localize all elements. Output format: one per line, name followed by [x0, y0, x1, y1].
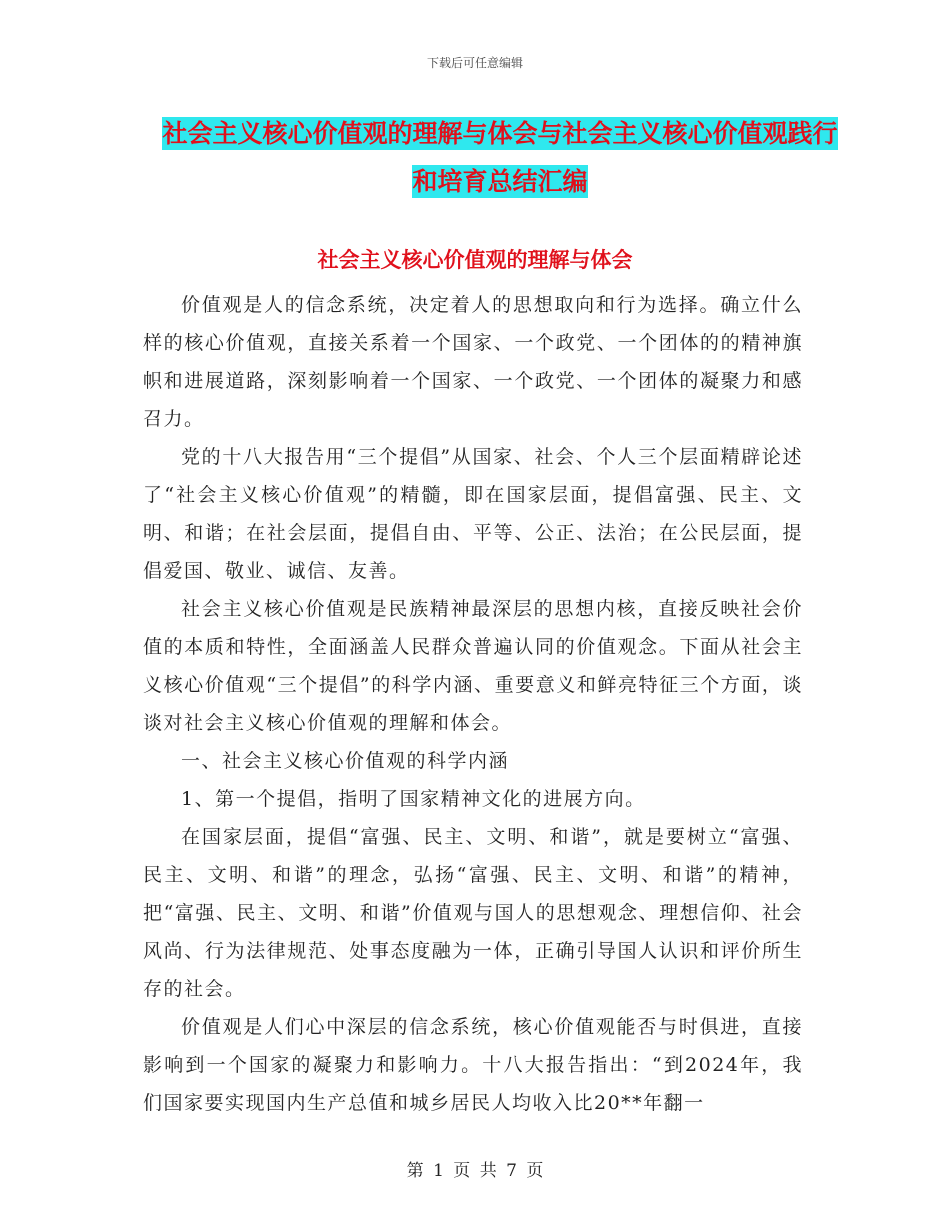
- document-title-text: 社会主义核心价值观的理解与体会与社会主义核心价值观践行和培育总结汇编: [162, 119, 838, 196]
- header-note: 下载后可任意编辑: [426, 56, 523, 70]
- subsection-heading: 1、第一个提倡，指明了国家精神文化的进展方向。: [181, 788, 646, 810]
- paragraph: 价值观是人的信念系统，决定着人的思想取向和行为选择。确立什么样的核心价值观，直接关系着一个国家、一个政党、一个团体的的精神旗帜和进展道路，深刻影响着一个国家、一个政党、一个团体的凝聚力和感召力。: [143, 294, 803, 430]
- paragraph: 价值观是人们心中深层的信念系统，核心价值观能否与时俱进，直接影响到一个国家的凝聚力和影响力。十八大报告指出：“到2024年，我们国家要实现国内生产总值和城乡居民人均收入比20**年翻一: [143, 1016, 803, 1114]
- page-footer: 第 1 页 共 7 页: [406, 1161, 544, 1181]
- document-body: [143, 286, 803, 1122]
- paragraph: 社会主义核心价值观是民族精神最深层的思想内核，直接反映社会价值的本质和特性，全面涵盖人民群众普遍认同的价值观念。下面从社会主义核心价值观“三个提倡”的科学内涵、重要意义和鲜亮特征三个方面，谈谈对社会主义核心价值观的理解和体会。: [143, 598, 803, 734]
- subsection-heading: 一、社会主义核心价值观的科学内涵: [181, 750, 510, 772]
- paragraph: 在国家层面，提倡“富强、民主、文明、和谐”，就是要树立“富强、民主、文明、和谐”的理念，弘扬“富强、民主、文明、和谐”的精神，把“富强、民主、文明、和谐”价值观与国人的思想观念、理想信仰、社会风尚、行为法律规范、处事态度融为一体，正确引导国人认识和评价所生存的社会。: [143, 826, 803, 1000]
- document-title: [160, 110, 840, 206]
- paragraph: 党的十八大报告用“三个提倡”从国家、社会、个人三个层面精辟论述了“社会主义核心价值观”的精髓，即在国家层面，提倡富强、民主、文明、和谐；在社会层面，提倡自由、平等、公正、法治；在公民层面，提倡爱国、敬业、诚信、友善。: [143, 446, 803, 582]
- section-title: 社会主义核心价值观的理解与体会: [317, 247, 633, 272]
